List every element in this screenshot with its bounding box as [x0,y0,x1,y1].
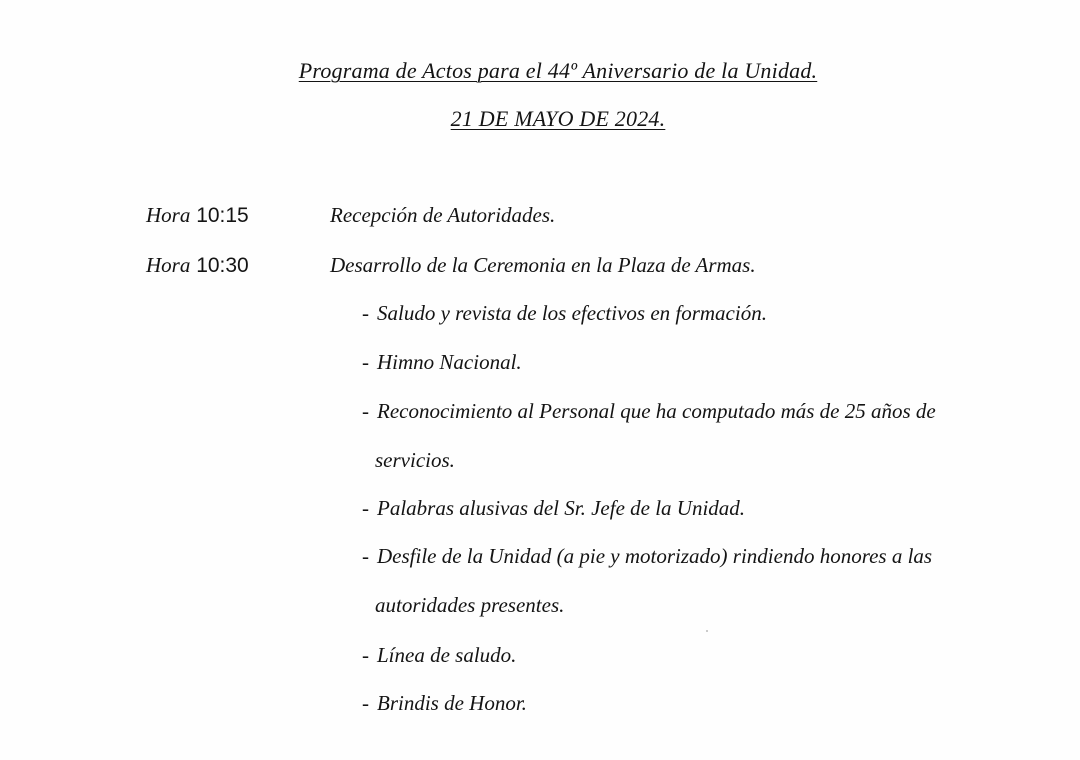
time-value: 10:15 [196,204,249,227]
schedule-time-1 [146,203,249,228]
item-text: Saludo y revista de los efectivos en formación. [377,301,767,325]
ceremony-item [362,301,767,326]
bullet-dash: - [362,643,369,667]
item-text: Himno Nacional. [377,350,522,374]
item-text: Línea de saludo. [377,643,517,667]
ceremony-item-continuation: servicios. [375,448,455,472]
ceremony-item [362,691,527,716]
bullet-dash: - [362,691,369,715]
bullet-dash: - [362,301,369,325]
item-text: Desfile de la Unidad (a pie y motorizado) rindiendo honores a las [377,544,933,568]
ceremony-item [362,544,932,569]
ceremony-item-continuation: autoridades presentes. [375,593,565,617]
item-text: Palabras alusivas del Sr. Jefe de la Unidad. [377,496,746,520]
ceremony-item [362,496,745,521]
schedule-time-2 [146,253,249,278]
time-label: Hora [146,203,191,227]
schedule-event-1: Recepción de Autoridades. [330,203,556,227]
document-title: Programa de Actos para el 44º Aniversario de la Unidad. [298,58,818,83]
bullet-dash: - [362,496,369,520]
time-label: Hora [146,253,191,277]
ceremony-item [362,350,522,375]
ceremony-item [362,643,516,668]
scan-speck [706,630,708,632]
document-date: 21 DE MAYO DE 2024. [450,106,666,131]
bullet-dash: - [362,544,369,568]
item-text: Brindis de Honor. [377,691,527,715]
time-value: 10:30 [196,254,249,277]
bullet-dash: - [362,350,369,374]
ceremony-item [362,399,936,424]
schedule-event-2: Desarrollo de la Ceremonia en la Plaza de Armas. [330,253,756,277]
bullet-dash: - [362,399,369,423]
item-text: Reconocimiento al Personal que ha computado más de 25 años de [377,399,936,423]
